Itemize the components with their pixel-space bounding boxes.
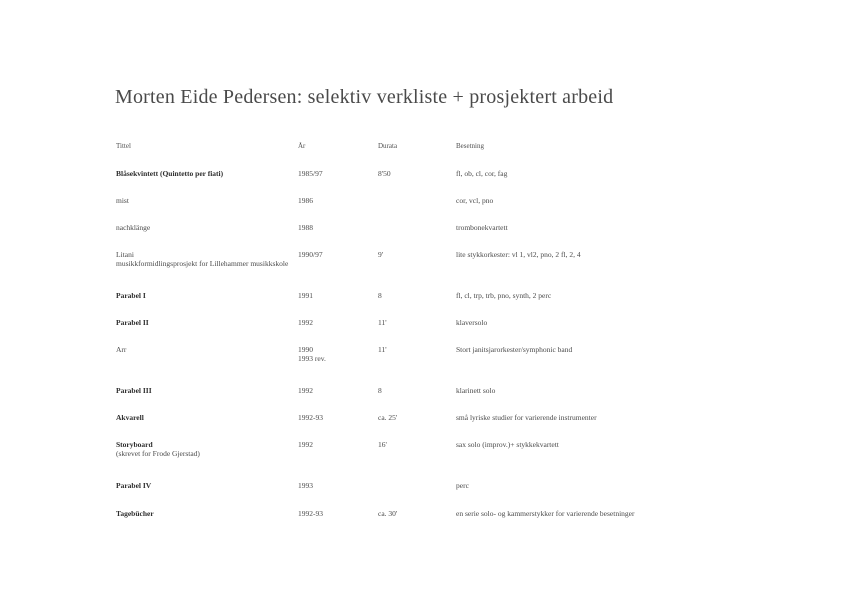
header-duration: Durata [378, 142, 398, 150]
work-instrumentation: fl, ob, cl, cor, fag [456, 169, 508, 178]
work-duration: 16' [378, 440, 387, 449]
work-note: 1993 rev. [298, 354, 326, 363]
work-year: 1992 [298, 386, 313, 395]
work-instrumentation: trombonekvartett [456, 223, 508, 232]
work-title: mist [116, 196, 129, 205]
work-year: 1992-93 [298, 413, 323, 422]
work-instrumentation: Stort janitsjarorkester/symphonic band [456, 345, 573, 354]
work-duration: ca. 30' [378, 509, 398, 518]
work-title: Litani [116, 250, 134, 259]
work-instrumentation: cor, vcl, pno [456, 196, 494, 205]
header-instrumentation: Besetning [456, 142, 484, 150]
header-title: Tittel [116, 142, 131, 150]
work-year: 1988 [298, 223, 313, 232]
work-title: Arr [116, 345, 127, 354]
work-year: 1985/97 [298, 169, 323, 178]
work-year: 1986 [298, 196, 313, 205]
work-instrumentation: klarinett solo [456, 386, 496, 395]
work-duration: 11' [378, 345, 387, 354]
work-instrumentation: perc [456, 481, 469, 490]
work-year: 1991 [298, 291, 313, 300]
work-duration: ca. 25' [378, 413, 398, 422]
work-instrumentation: lite stykkorkester: vl 1, vl2, pno, 2 fl, 2, 4 [456, 250, 581, 259]
work-instrumentation: sax solo (improv.)+ stykkekvartett [456, 440, 559, 449]
work-duration: 8 [378, 386, 382, 395]
work-duration: 9' [378, 250, 384, 259]
work-title: Parabel III [116, 386, 152, 395]
document-title: Morten Eide Pedersen: selektiv verkliste + prosjektert arbeid [115, 86, 614, 108]
work-year: 1992 [298, 318, 313, 327]
work-instrumentation: klaversolo [456, 318, 488, 327]
header-year: År [298, 142, 306, 150]
work-title: Blåsekvintett (Quintetto per fiati) [116, 169, 224, 178]
work-title: Parabel I [116, 291, 146, 300]
work-title: Parabel IV [116, 481, 152, 490]
work-title: Akvarell [116, 413, 144, 422]
work-year: 1990/97 [298, 250, 323, 259]
work-year: 1992 [298, 440, 313, 449]
work-note: musikkformidlingsprosjekt for Lillehammer musikkskole [116, 259, 289, 268]
work-year: 1992-93 [298, 509, 323, 518]
work-title: Parabel II [116, 318, 149, 327]
work-year: 1990 [298, 345, 313, 354]
work-title: Storyboard [116, 440, 153, 449]
work-duration: 11' [378, 318, 387, 327]
work-year: 1993 [298, 481, 313, 490]
work-duration: 8'50 [378, 169, 391, 178]
work-instrumentation: fl, cl, trp, trb, pno, synth, 2 perc [456, 291, 552, 300]
work-note: (skrevet for Frode Gjerstad) [116, 449, 200, 458]
work-title: nachklänge [116, 223, 151, 232]
work-instrumentation: små lyriske studier for varierende instrumenter [456, 413, 597, 422]
work-duration: 8 [378, 291, 382, 300]
work-title: Tagebücher [116, 509, 154, 518]
work-instrumentation: en serie solo- og kammerstykker for varierende besetninger [456, 509, 635, 518]
